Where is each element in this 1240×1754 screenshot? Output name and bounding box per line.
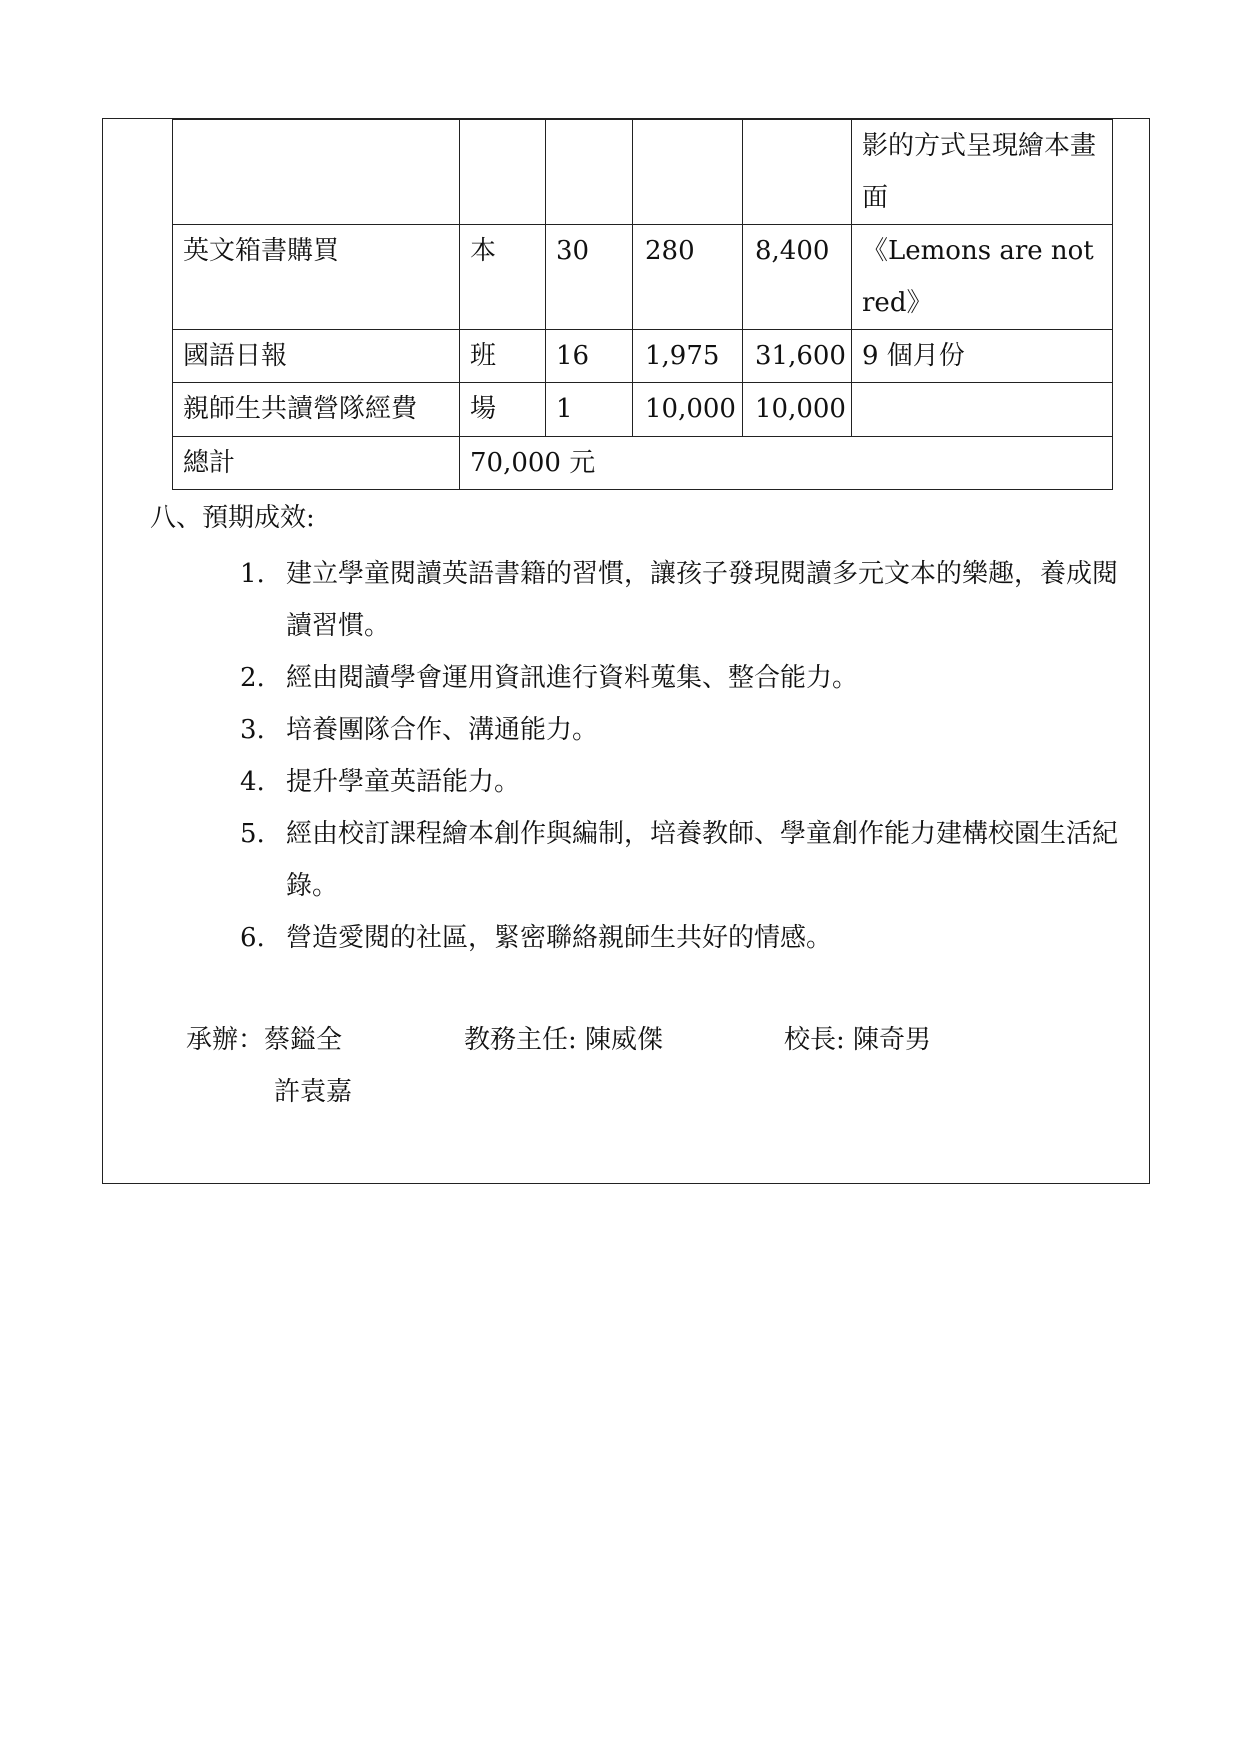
note-cell	[852, 383, 1113, 437]
item-text: 經由閱讀學會運用資訊進行資料蒐集、整合能力。	[286, 663, 859, 693]
price-cell: 10,000	[633, 383, 743, 437]
qty-cell	[546, 120, 633, 225]
table-row	[173, 120, 1113, 225]
total-row	[173, 437, 1113, 490]
list-item	[240, 704, 1120, 756]
section-heading: 八、預期成效:	[150, 503, 315, 533]
total-cell: 31,600	[743, 330, 852, 383]
note-cell: 9 個月份	[852, 330, 1113, 383]
item-number: 4.	[240, 767, 265, 797]
outcomes-list	[240, 548, 1120, 964]
principal-signature: 校長: 陳奇男	[784, 1025, 932, 1055]
item-cell: 國語日報	[173, 330, 460, 383]
unit-cell: 班	[460, 330, 546, 383]
organizer-label: 承辦：	[186, 1025, 265, 1055]
qty-cell: 16	[546, 330, 633, 383]
note-cell: 《Lemons are not red》	[852, 225, 1113, 330]
total-value: 70,000 元	[460, 437, 1113, 490]
item-text: 經由校訂課程繪本創作與編制，培養教師、學童創作能力建構校園生活紀錄。	[286, 819, 1119, 901]
item-text: 營造愛閱的社區，緊密聯絡親師生共好的情感。	[286, 923, 833, 953]
item-text: 建立學童閱讀英語書籍的習慣，讓孩子發現閱讀多元文本的樂趣，養成閱讀習慣。	[286, 559, 1119, 641]
list-item	[240, 548, 1120, 652]
price-cell: 1,975	[633, 330, 743, 383]
item-number: 6.	[240, 923, 265, 953]
qty-cell: 30	[546, 225, 633, 330]
table-row	[173, 330, 1113, 383]
item-cell	[173, 120, 460, 225]
organizer-name: 蔡鎰全	[264, 1025, 343, 1055]
item-cell: 親師生共讀營隊經費	[173, 383, 460, 437]
list-item	[240, 652, 1120, 704]
total-cell: 10,000	[743, 383, 852, 437]
item-number: 2.	[240, 663, 265, 693]
total-cell	[743, 120, 852, 225]
director-signature: 教務主任: 陳威傑	[464, 1025, 664, 1055]
list-item	[240, 808, 1120, 912]
total-label: 總計	[173, 437, 460, 490]
table-row	[173, 383, 1113, 437]
item-text: 培養團隊合作、溝通能力。	[286, 715, 599, 745]
total-cell: 8,400	[743, 225, 852, 330]
price-cell	[633, 120, 743, 225]
qty-cell: 1	[546, 383, 633, 437]
item-cell: 英文箱書購買	[173, 225, 460, 330]
note-cell: 影的方式呈現繪本畫面	[852, 120, 1113, 225]
item-number: 1.	[240, 559, 265, 589]
unit-cell	[460, 120, 546, 225]
table-row	[173, 225, 1113, 330]
budget-table	[172, 119, 1113, 490]
price-cell: 280	[633, 225, 743, 330]
organizer-signature	[186, 1014, 352, 1118]
unit-cell: 場	[460, 383, 546, 437]
item-number: 3.	[240, 715, 265, 745]
list-item	[240, 912, 1120, 964]
list-item	[240, 756, 1120, 808]
organizer-name-2: 許袁嘉	[274, 1077, 353, 1107]
unit-cell: 本	[460, 225, 546, 330]
item-number: 5.	[240, 819, 265, 849]
item-text: 提升學童英語能力。	[286, 767, 521, 797]
